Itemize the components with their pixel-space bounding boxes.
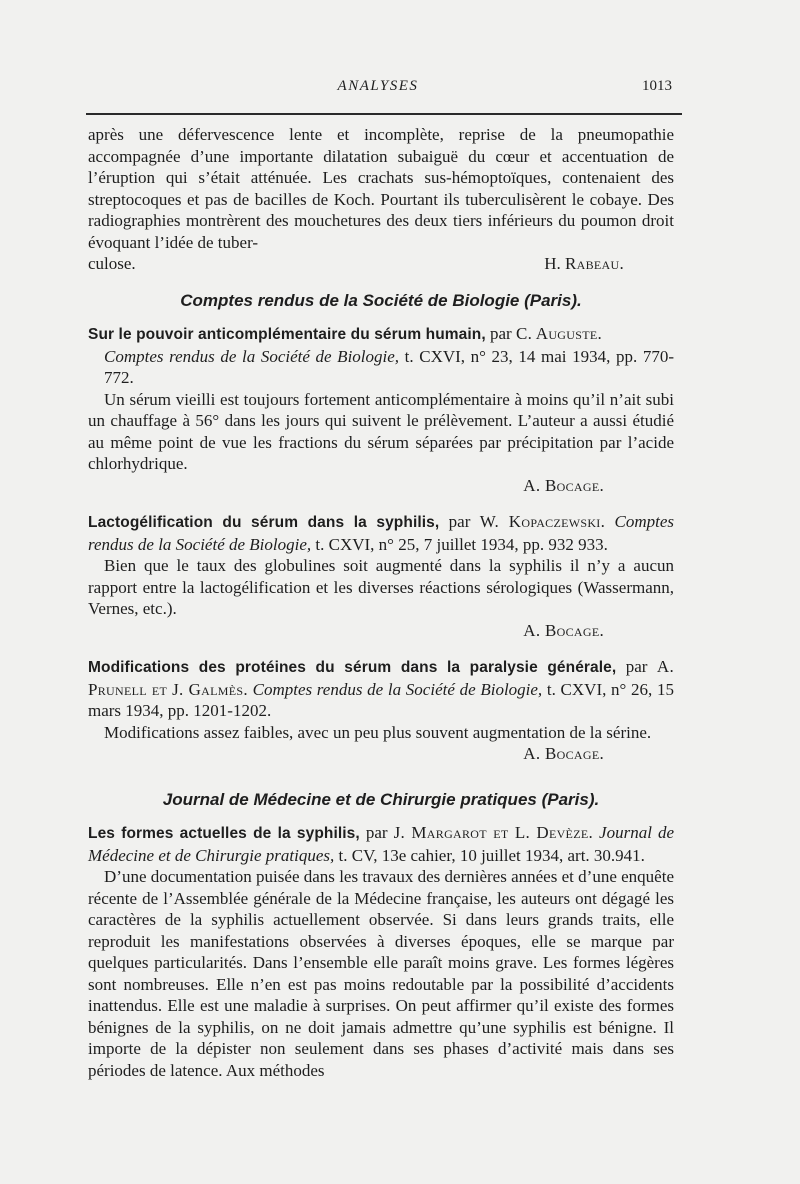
- article-signature: A. Bocage.: [523, 475, 604, 495]
- article-author: A. Prunell et J. Galmès.: [88, 657, 675, 699]
- prev-article-text: après une défervescence lente et incomplète, reprise de la pneumopathie accompagnée d’une importante dilatation subaiguë du cœur et accentuation de l’éruption qui s’était atténuée. Les crachats sus-hémoptoïques, contenaient des streptocoques et pas de bacilles de Koch. Pourtant ils tuberculisèrent le cobaye. Des radiographies montrèrent des mouchetures des deux tiers inférieurs du poumon droit évoquant l’idée de tuber-: [88, 125, 674, 252]
- journal-heading-medecine: Journal de Médecine et de Chirurgie pratiques (Paris).: [162, 789, 600, 809]
- journal-heading-biologie: Comptes rendus de la Société de Biologie (Paris).: [180, 290, 582, 310]
- article-author: J. Margarot et L. Devèze.: [393, 823, 593, 842]
- article-author: C. Auguste.: [515, 324, 603, 343]
- prev-article-end: [88, 253, 674, 275]
- prev-article-last-word: culose.: [88, 254, 136, 273]
- page-content: [88, 124, 674, 1081]
- article-body: Un sérum vieilli est toujours fortement anticomplémentaire à moins qu’il n’ait subi un chauffage à 56° dans les jours qui suivent le prélèvement. L’auteur a aussi étudié au même point de vue les fractions du sérum séparées par précipitation par l’acide chlorhydrique.: [88, 389, 674, 473]
- header-rule: [86, 113, 682, 115]
- running-title: ANALYSES: [337, 78, 419, 94]
- article-signature: A. Bocage.: [523, 620, 604, 640]
- article-heading: Lactogélification du sérum dans la syphilis, par W. Kopaczewski. Comptes rendus de la Société de Biologie, t. CXVI, n° 25, 7 juillet 1934, pp. 932 933.: [88, 512, 675, 554]
- article-heading: Les formes actuelles de la syphilis, par J. Margarot et L. Devèze. Journal de Médecine et de Chirurgie pratiques, t. CV, 13e cahier, 10 juillet 1934, art. 30.941.: [88, 823, 674, 865]
- article-signature: A. Bocage.: [523, 744, 604, 763]
- article-heading: Modifications des protéines du sérum dans la paralysie générale, par A. Prunell et J. Galmès. Comptes rendus de la Société de Biologie, t. CXVI, n° 26, 15 mars 1934, pp. 1201-1202.: [88, 657, 675, 720]
- article-title: Les formes actuelles de la syphilis,: [88, 825, 360, 842]
- page-number: 1013: [642, 78, 672, 94]
- prev-article-signature: H. Rabeau.: [544, 254, 624, 273]
- article-title: Sur le pouvoir anticomplémentaire du sérum humain,: [88, 326, 486, 343]
- article-title: Lactogélification du sérum dans la syphilis,: [88, 514, 440, 531]
- article-reference: Comptes rendus de la Société de Biologie, t. CXVI, n° 23, 14 mai 1934, pp. 770-772.: [104, 346, 674, 387]
- article-body: Modifications assez faibles, avec un peu plus souvent augmentation de la sérine.: [104, 722, 652, 742]
- article-heading: Sur le pouvoir anticomplémentaire du sérum humain, par C. Auguste.: [88, 324, 603, 343]
- article-author: W. Kopaczewski.: [479, 512, 606, 531]
- article-body: Bien que le taux des globulines soit augmenté dans la syphilis il n’y a aucun rapport entre la lactogélification et les diverses réactions sérologiques (Wassermann, Vernes, etc.).: [88, 556, 674, 618]
- article-body: D’une documentation puisée dans les travaux des dernières années et d’une enquête récente de l’Assemblée générale de la Médecine française, les auteurs ont dégagé les caractères de la syphilis actuellement observée. Si dans leurs grands traits, elle reproduit les manifestations observées à diverses époques, elle se marque par quelques particularités. Dans l’ensemble elle paraît moins grave. Les formes légères sont nombreuses. Elle n’en est pas moins redoutable par la possibilité d’accidents inattendus. Elle est une maladie à surprises. On peut affirmer qu’il existe des formes bénignes de la syphilis, on ne doit jamais admettre qu’une syphilis est bénigne. Il importe de la dépister non seulement dans ses phases d’activité mais dans ses périodes de latence. Aux méthodes: [88, 867, 674, 1080]
- article-title: Modifications des protéines du sérum dans la paralysie générale,: [88, 659, 617, 676]
- running-header: [88, 78, 672, 104]
